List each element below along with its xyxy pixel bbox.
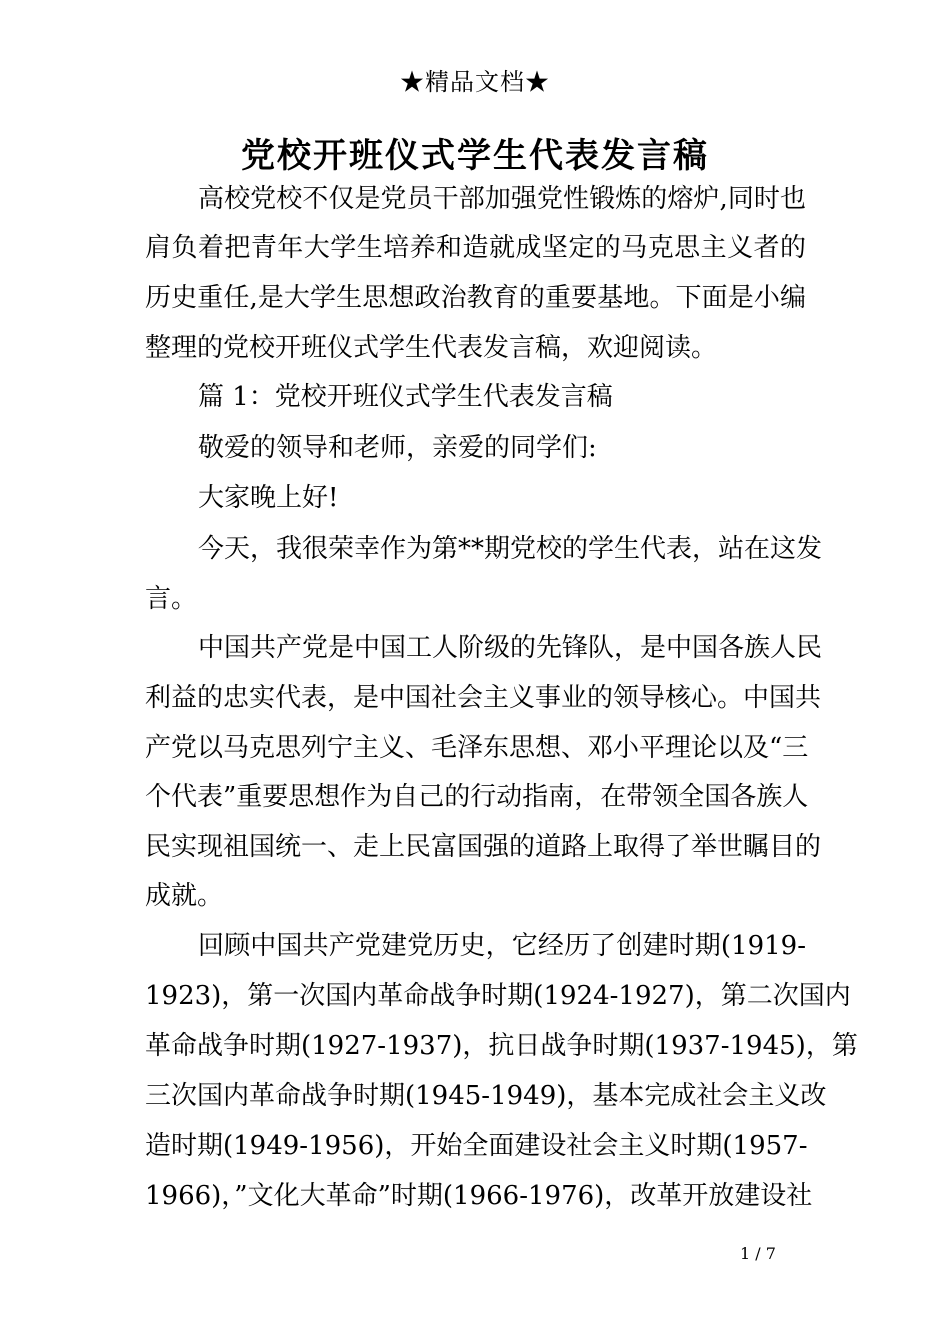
text-line: 革命战争时期(1927-1937)，抗日战争时期(1937-1945)，第: [145, 1031, 858, 1061]
text-line: 中国共产党是中国工人阶级的先锋队，是中国各族人民: [198, 633, 823, 663]
text-line: 言。: [145, 584, 198, 614]
text-line: 个代表”重要思想作为自己的行动指南，在带领全国各族人: [145, 782, 809, 812]
salutation: 敬爱的领导和老师，亲爱的同学们:: [198, 433, 597, 463]
text-line: 整理的党校开班仪式学生代表发言稿，欢迎阅读。: [145, 333, 718, 363]
text-line: 1923)，第一次国内革命战争时期(1924-1927)，第二次国内: [145, 981, 851, 1011]
text-line: 回顾中国共产党建党历史，它经历了创建时期(1919-: [198, 931, 806, 961]
text-line: 今天，我很荣幸作为第**期党校的学生代表，站在这发: [198, 534, 823, 564]
text-line: 高校党校不仅是党员干部加强党性锻炼的熔炉,同时也: [198, 184, 806, 214]
text-line: 历史重任,是大学生思想政治教育的重要基地。下面是小编: [145, 283, 806, 313]
text-line: 三次国内革命战争时期(1945-1949)，基本完成社会主义改: [145, 1081, 827, 1111]
section-heading: 篇 1：党校开班仪式学生代表发言稿: [198, 382, 613, 412]
text-line: 利益的忠实代表，是中国社会主义事业的领导核心。中国共: [145, 683, 822, 713]
document-title: 党校开班仪式学生代表发言稿: [241, 136, 709, 176]
text-line: 成就。: [145, 881, 224, 911]
page-number: 1 / 7: [740, 1244, 776, 1263]
text-line: 民实现祖国统一、走上民富国强的道路上取得了举世瞩目的: [145, 832, 822, 862]
greeting: 大家晚上好!: [198, 483, 339, 513]
text-line: 造时期(1949-1956)，开始全面建设社会主义时期(1957-: [145, 1131, 808, 1161]
text-line: 1966)，”文化大革命”时期(1966-1976)，改革开放建设社: [145, 1181, 813, 1211]
page-header: ★精品文档★: [400, 68, 550, 96]
text-line: 产党以马克思列宁主义、毛泽东思想、邓小平理论以及“三: [145, 733, 809, 763]
text-line: 肩负着把青年大学生培养和造就成坚定的马克思主义者的: [145, 233, 806, 263]
